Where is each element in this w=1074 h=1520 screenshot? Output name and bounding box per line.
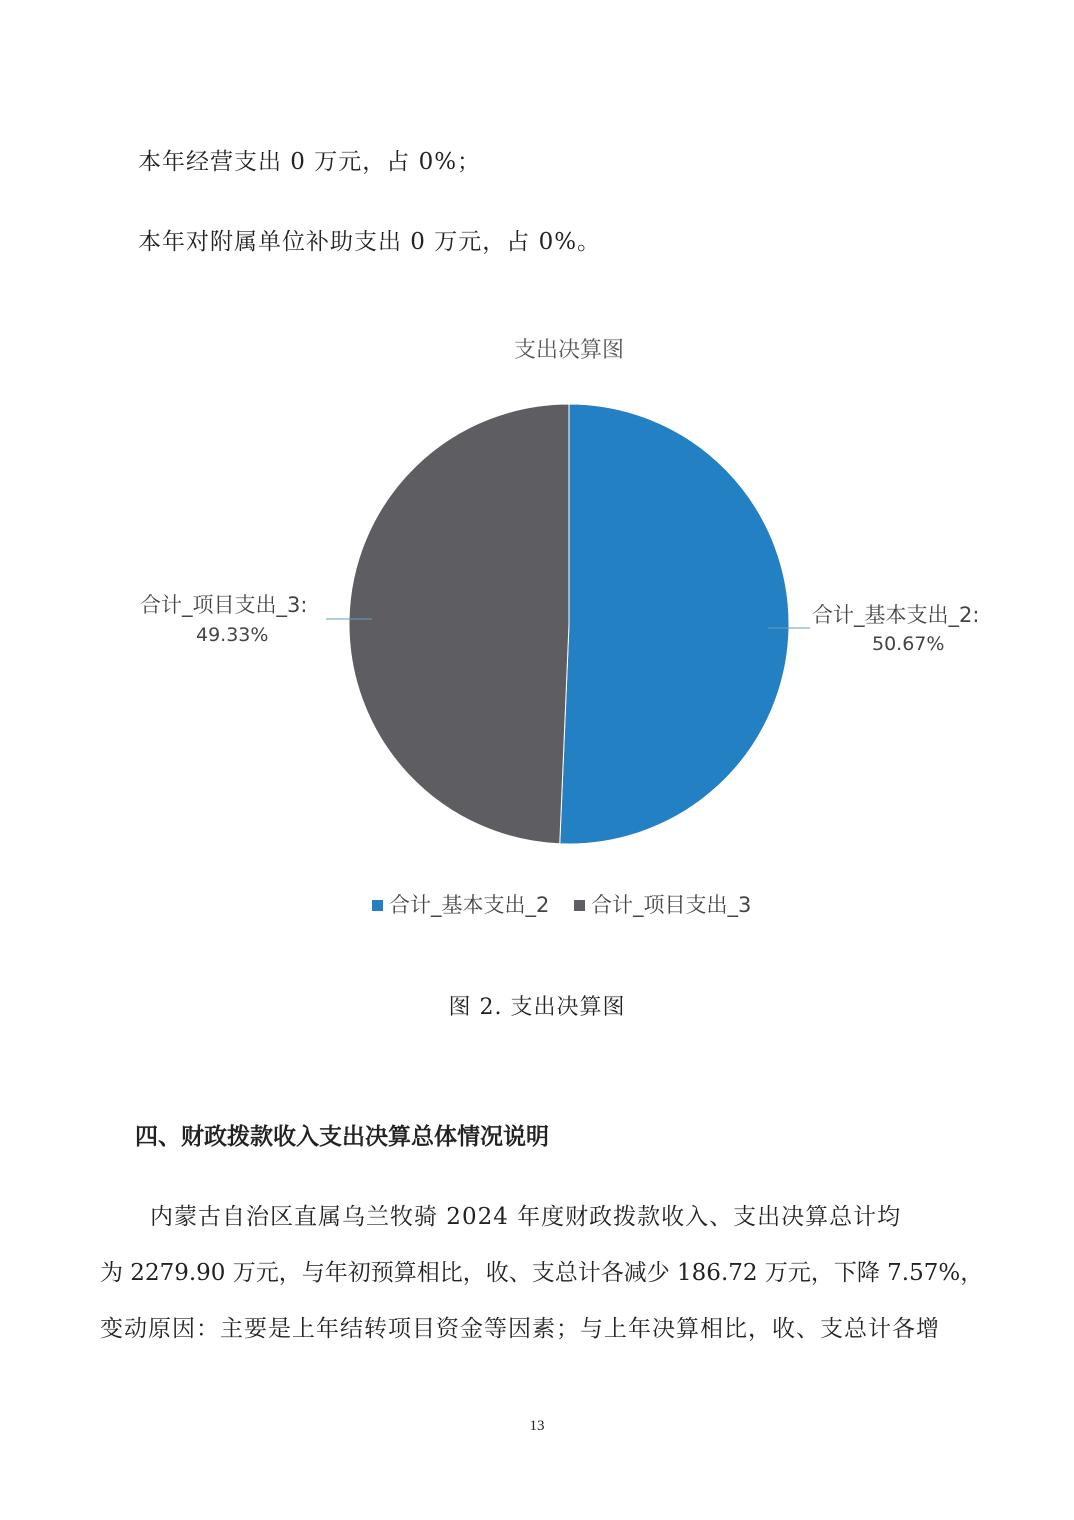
pie-slice-2	[349, 404, 569, 844]
legend-swatch-1	[372, 900, 383, 911]
body-line: 为 2279.90 万元，与年初预算相比，收、支总计各减少 186.72 万元，下降 7.57%，	[100, 1260, 984, 1286]
chart-legend	[372, 893, 751, 918]
legend-swatch-2	[574, 900, 585, 911]
pie-slice-1	[560, 404, 789, 844]
legend-label-2: 合计_项目支出_3	[591, 893, 752, 917]
paragraph-subsidiary-subsidy: 本年对附属单位补助支出 0 万元，占 0%。	[138, 229, 602, 255]
paragraph-operating-expense: 本年经营支出 0 万元，占 0%；	[138, 149, 482, 175]
body-line: 内蒙古自治区直属乌兰牧骑 2024 年度财政拨款收入、支出决算总计均	[150, 1204, 902, 1230]
legend-label-1: 合计_基本支出_2	[389, 893, 550, 917]
slice-value-label-1: 50.67%	[872, 633, 945, 655]
section-heading: 四、财政拨款收入支出决算总体情况说明	[135, 1124, 549, 1150]
slice-value-label-2: 49.33%	[196, 624, 269, 646]
page-number: 13	[529, 1418, 545, 1434]
chart-title: 支出决算图	[513, 338, 625, 363]
slice-name-label-1: 合计_基本支出_2:	[812, 603, 980, 627]
figure-caption: 图 2. 支出决算图	[448, 995, 626, 1020]
body-line: 变动原因：主要是上年结转项目资金等因素；与上年决算相比，收、支总计各增	[100, 1316, 940, 1342]
slice-name-label-2: 合计_项目支出_3:	[140, 593, 308, 617]
